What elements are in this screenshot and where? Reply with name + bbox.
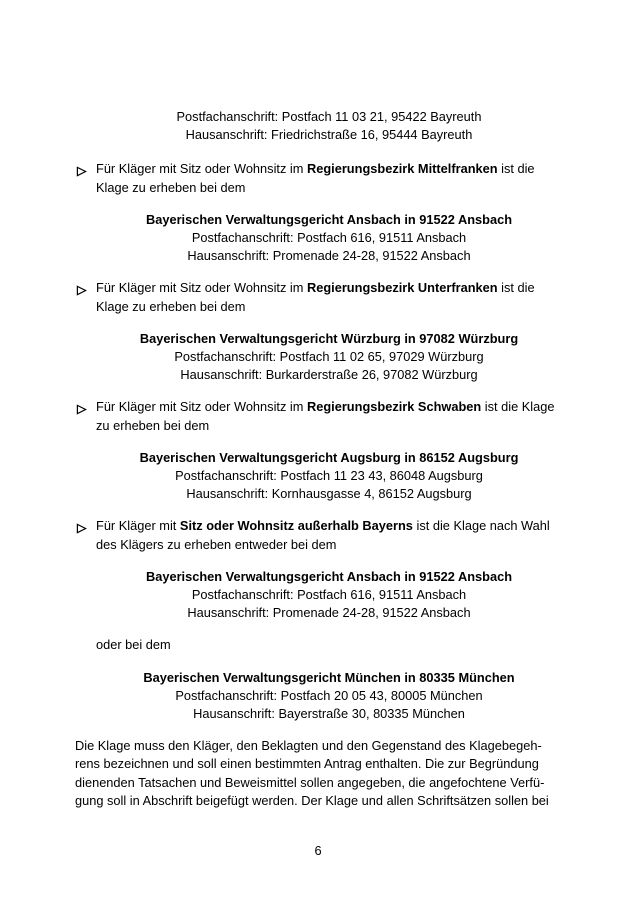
bullet-text: ist die [497,161,535,177]
bullet-text: ist die Klage [481,399,555,415]
bullet-text-line: des Klägers zu erheben entweder bei dem [96,536,337,552]
court-street-address: Hausanschrift: Burkarderstraße 26, 97082 Würzburg [180,367,478,383]
bullet-text-line [96,160,562,178]
bullet-text-line [96,398,562,416]
bullet-item-mittelfranken [75,160,562,196]
court-postal-address: Postfachanschrift: Postfach 616, 91511 Ansbach [191,587,467,603]
connector-text: oder bei dem [96,637,171,653]
bullet-text: Für Kläger mit Sitz oder Wohnsitz im [96,399,307,415]
bullet-text-bold: Regierungsbezirk Schwaben [306,399,482,415]
bullet-text: Für Kläger mit [96,518,180,534]
bullet-arrow-icon [76,402,87,413]
court-block-augsburg [96,449,562,504]
court-street-address: Hausanschrift: Bayerstraße 30, 80335 München [193,706,465,722]
bullet-item-unterfranken [75,279,562,315]
bullet-text-line [96,517,562,535]
bullet-text-bold: Regierungsbezirk Mittelfranken [306,161,498,177]
street-address-line: Hausanschrift: Friedrichstraße 16, 95444 Bayreuth [185,127,473,143]
postal-address-line: Postfachanschrift: Postfach 11 03 21, 95422 Bayreuth [176,109,482,124]
paragraph-line: Die Klage muss den Kläger, den Beklagten und den Gegenstand des Klagebegeh- [75,738,542,754]
page-number: 6 [314,843,322,858]
bullet-arrow-icon [76,521,87,532]
court-name: Bayerischen Verwaltungsgericht Augsburg in 86152 Augsburg [139,449,519,465]
document-content [75,108,562,824]
court-street-address: Hausanschrift: Kornhausgasse 4, 86152 Augsburg [186,486,472,502]
court-name: Bayerischen Verwaltungsgericht München in 80335 München [143,669,515,685]
court-street-address: Hausanschrift: Promenade 24-28, 91522 Ansbach [187,605,471,621]
court-name: Bayerischen Verwaltungsgericht Würzburg in 97082 Würzburg [139,330,519,346]
bullet-text: ist die [497,280,535,296]
court-postal-address: Postfachanschrift: Postfach 20 05 43, 80005 München [175,687,483,703]
court-block-ansbach-2 [96,568,562,623]
bullet-arrow-icon [76,164,87,175]
court-postal-address: Postfachanschrift: Postfach 616, 91511 Ansbach [191,230,467,246]
bullet-text-line: zu erheben bei dem [96,417,210,433]
bullet-text-line: Klage zu erheben bei dem [96,298,246,314]
court-postal-address: Postfachanschrift: Postfach 11 02 65, 97029 Würzburg [174,349,484,365]
court-street-address: Hausanschrift: Promenade 24-28, 91522 Ansbach [187,248,471,264]
bullet-text: Für Kläger mit Sitz oder Wohnsitz im [96,280,307,296]
court-name: Bayerischen Verwaltungsgericht Ansbach in 91522 Ansbach [145,211,513,227]
bullet-text-bold: Sitz oder Wohnsitz außerhalb Bayerns [179,518,413,534]
bullet-item-ausserhalb-bayerns [75,517,562,553]
court-block-wuerzburg [96,330,562,385]
court-block-ansbach [96,211,562,266]
paragraph-line: rens bezeichnen und soll einen bestimmten Antrag enthalten. Die zur Begründung [75,756,539,772]
court-postal-address: Postfachanschrift: Postfach 11 23 43, 86048 Augsburg [175,468,483,484]
bullet-text: ist die Klage nach Wahl [412,518,550,534]
address-block-bayreuth [96,108,562,144]
bullet-text-line [96,279,562,297]
bullet-text-bold: Regierungsbezirk Unterfranken [306,280,498,296]
court-block-muenchen [96,669,562,724]
bullet-text: Für Kläger mit Sitz oder Wohnsitz im [96,161,307,177]
bullet-arrow-icon [76,283,87,294]
court-name: Bayerischen Verwaltungsgericht Ansbach in 91522 Ansbach [145,568,513,584]
closing-paragraph [75,737,562,810]
paragraph-line: gung soll in Abschrift beigefügt werden. Der Klage und allen Schriftsätzen sollen bei [75,792,549,808]
bullet-text-line: Klage zu erheben bei dem [96,179,246,195]
paragraph-line: dienenden Tatsachen und Beweismittel sollen angegeben, die angefochtene Verfü- [75,774,545,790]
bullet-item-schwaben [75,398,562,434]
